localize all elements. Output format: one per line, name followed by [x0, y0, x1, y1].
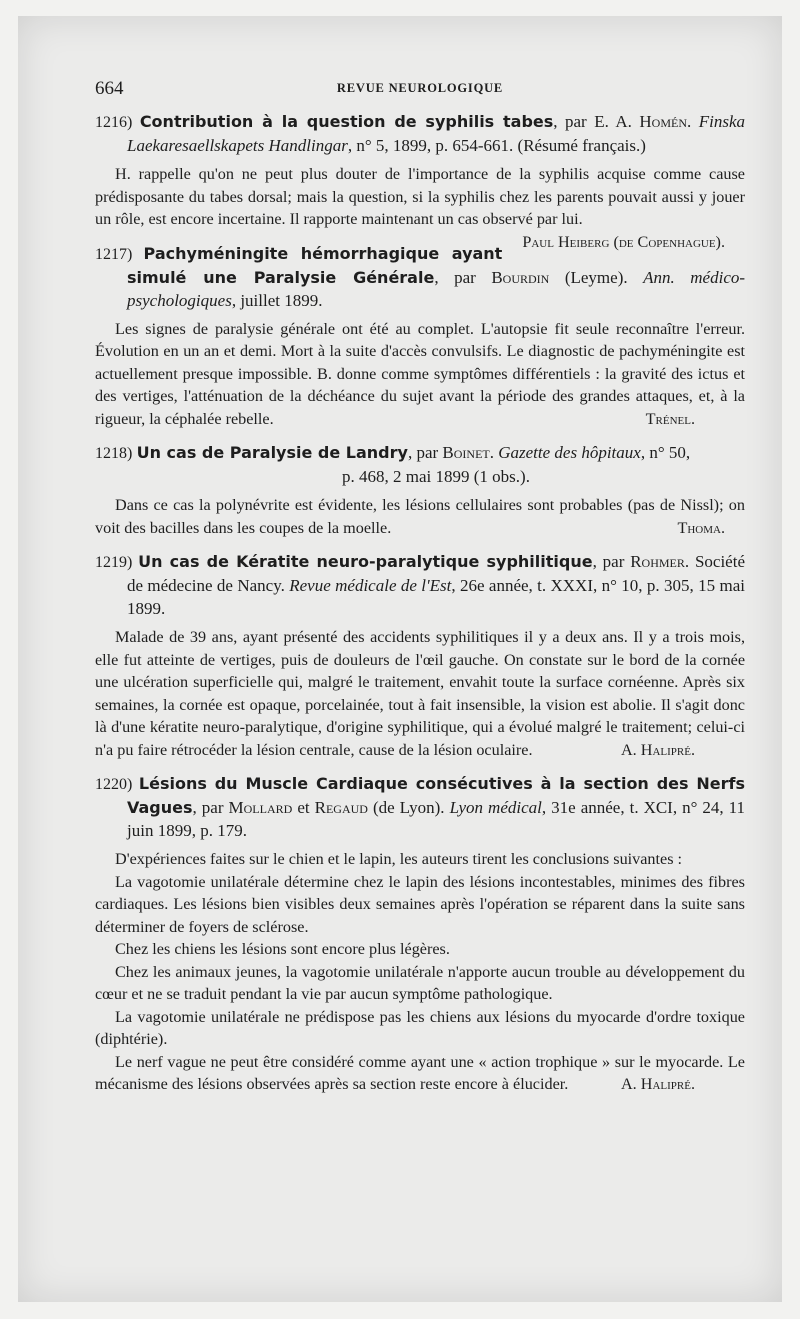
paragraph — [95, 1051, 745, 1096]
author: Bourdin — [491, 267, 550, 287]
paragraph-text: Le nerf vague ne peut être considéré comme ayant une « action trophique » sur le myocarde. Le mécanisme des lésions observées après sa section reste encore à élucider. — [95, 1052, 745, 1093]
source: Finska Laekaresaellskapets Handlingar — [127, 112, 746, 155]
signature: Thoma. — [677, 518, 725, 537]
journal-title: REVUE NEUROLOGIQUE — [336, 81, 504, 95]
paragraph — [95, 626, 745, 761]
details: , 26e année, t. XXXI, n° 10, p. 305, 15 mai 1899. — [127, 576, 746, 618]
entry-heading — [95, 550, 745, 620]
affiliation: (de Lyon). — [372, 798, 445, 817]
entry-title: Pachyméningite hémorrhagique ayant simulé une Paralysie Générale — [127, 243, 503, 287]
author: Mollard — [228, 798, 293, 817]
entry-number: 1217) — [95, 245, 133, 263]
entry-1218 — [95, 441, 745, 539]
author: Regaud — [314, 798, 368, 817]
entry-number: 1220) — [95, 776, 133, 793]
paragraph — [95, 494, 745, 539]
by-text: , par — [192, 798, 224, 817]
paragraph: Chez les animaux jeunes, la vagotomie unilatérale n'apporte aucun trouble au développement du cœur et ne se traduit pendant la vie par aucun symptôme pathologique. — [95, 962, 745, 1003]
source: Gazette des hôpitaux — [498, 443, 641, 462]
entry-1217 — [95, 242, 745, 431]
entry-heading — [95, 441, 745, 488]
paragraph-text: Les signes de paralysie générale ont été au complet. L'autopsie fit seule reconnaître l'erreur. Évolution en un an et demi. Mort à la suite d'accès convulsifs. Le diagnostic de pachyméningite est actuellement presque impossible. B. donne comme symptômes différentiels : la gravité des ictus et des vertiges, l'atténuation de la déchéance du sujet avant la période des grandes attaques, et, à la rigueur, la céphalée rebelle. — [95, 319, 745, 428]
paragraph-text: Dans ce cas la polynévrite est évidente, les lésions cellulaires sont probables (pas de Nissl); on voit des bacilles dans les coupes de la moelle. — [95, 496, 745, 537]
entry-1220 — [95, 772, 745, 1096]
source: Revue médicale de l'Est — [289, 576, 452, 595]
entry-1219 — [95, 550, 745, 761]
author: Boinet. — [442, 443, 494, 462]
entry-1216 — [95, 110, 746, 251]
entry-number: 1219) — [95, 554, 133, 571]
signature: A. Halipré. — [620, 740, 695, 759]
entry-body — [95, 626, 745, 761]
paragraph: Chez les chiens les lésions sont encore plus légères. — [115, 940, 450, 958]
details: , juillet 1899. — [231, 290, 323, 310]
author: Rohmer. — [630, 552, 690, 571]
entry-number: 1218) — [95, 445, 133, 462]
entry-title: Lésions du Muscle Cardiaque consécutives à la section des Nerfs Vagues — [127, 774, 746, 817]
paragraph-text: Malade de 39 ans, ayant présenté des accidents syphilitiques il y a deux ans. Il y a trois mois, elle fut atteinte de vertiges, puis de douleurs de l'œil gauche. On constate sur le bord de la cornée une ulcération superficielle qui, malgré le traitement, envahit toute la surface cornéenne. Après six semaines, la cornée est opaque, porcelainée, tout à fait insensible, la vision est abolie. Il s'agit donc là d'une kératite neuro-paralytique, d'origine syphilitique, qui a évolué malgré le traitement; celui-ci n'a pu faire rétrocéder la lésion centrale, cause de la lésion oculaire. — [95, 628, 745, 759]
running-head — [95, 78, 745, 104]
affiliation: (Leyme). — [564, 267, 628, 287]
entry-body — [95, 494, 745, 539]
society: Société de médecine de Nancy. — [127, 552, 745, 595]
and-text: et — [297, 798, 310, 817]
entry-heading — [95, 772, 745, 842]
details-continued: p. 468, 2 mai 1899 (1 obs.). — [342, 467, 530, 486]
by-text: , par — [592, 552, 625, 571]
signature: A. Halipré. — [620, 1075, 695, 1093]
entry-heading — [95, 110, 745, 157]
entry-body — [95, 848, 745, 1096]
details: , 31e année, t. XCI, n° 24, 11 juin 1899, p. 179. — [127, 798, 746, 840]
page-number: 664 — [95, 78, 124, 99]
entry-title: Contribution à la question de syphilis tabes — [139, 112, 554, 131]
page — [95, 78, 745, 1096]
by-text: , par — [407, 443, 439, 462]
entry-title: Un cas de Paralysie de Landry — [136, 443, 408, 462]
entry-number: 1216) — [95, 114, 133, 131]
paragraph: La vagotomie unilatérale ne prédispose pas les chiens aux lésions du myocarde d'ordre toxique (diphtérie). — [95, 1007, 745, 1048]
author: E. A. Homén. — [594, 112, 692, 131]
entry-title: Un cas de Kératite neuro-paralytique syphilitique — [138, 552, 593, 571]
source: Lyon médical — [449, 798, 542, 817]
signature: Paul Heiberg (de Copenhague). — [522, 232, 725, 251]
paragraph-text: H. rappelle qu'on ne peut plus douter de l'importance de la syphilis acquise comme cause prédisposante du tabes dorsal; mais la question, si la syphilis chez les parents pouvait aussi y jouer un rôle, est encore incertaine. Il rapporte maintenant un cas observé par lui. — [95, 165, 745, 228]
paragraph — [95, 163, 745, 251]
paragraph: D'expériences faites sur le chien et le lapin, les auteurs tirent les conclusions suivantes : — [115, 850, 683, 868]
details: , n° 5, 1899, p. 654-661. (Résumé français.) — [347, 136, 646, 155]
signature: Trénel. — [645, 409, 695, 428]
paragraph: La vagotomie unilatérale détermine chez le lapin des lésions incontestables, minimes des fibres cardiaques. Les lésions bien visibles deux semaines après l'opération se réparent dans la suite sans déterminer de foyers de sclérose. — [95, 872, 745, 936]
entry-body — [95, 163, 745, 251]
by-text: , par — [553, 112, 587, 131]
details: , n° 50, — [640, 443, 691, 462]
by-text: , par — [434, 267, 476, 287]
source: Ann. médico-psychologiques — [127, 267, 746, 310]
entry-body — [95, 318, 745, 431]
paragraph — [95, 318, 745, 431]
